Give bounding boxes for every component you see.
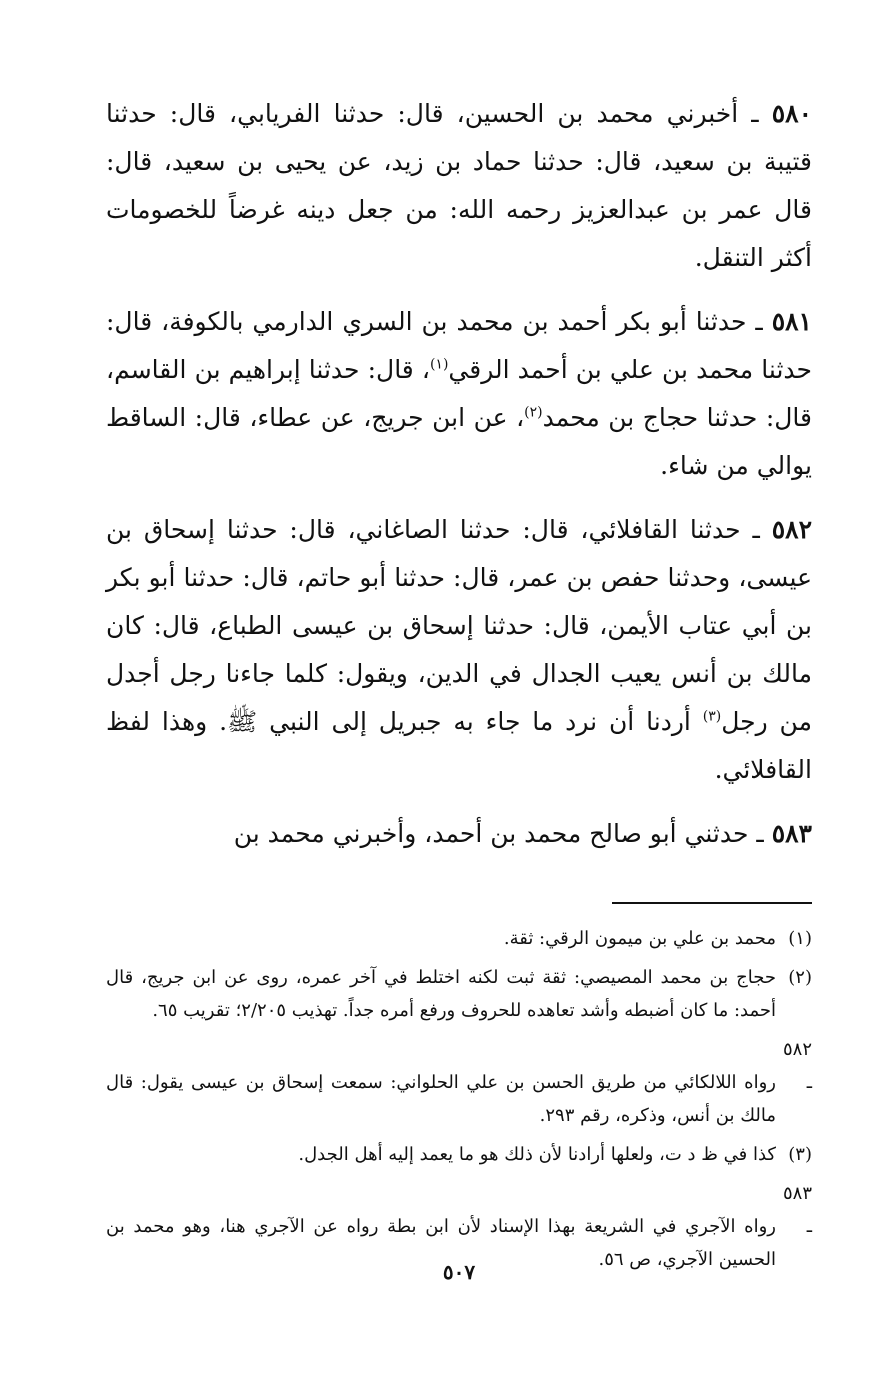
footnote-text: محمد بن علي بن ميمون الرقي: ثقة. [503,928,776,949]
footnote-3 [106,1138,812,1171]
main-text [106,90,812,858]
hadith-number: ٥٨٠ [771,99,813,128]
footnote-label: ٥٨٢ ـ [782,1039,812,1093]
hadith-text: ، قال: حدثنا إبراهيم بن القاسم، قال: حدثنا حجاج بن محمد [106,355,813,432]
book-page [106,90,812,1350]
footnote-separator [612,902,812,904]
hadith-text: ـ حدثنا أبو بكر أحمد بن محمد بن السري الدارمي بالكوفة، قال: حدثنا محمد بن علي بن أحمد الرقي [106,307,812,384]
footnote-text: رواه اللالكائي من طريق الحسن بن علي الحلواني: سمعت إسحاق بن عيسى يقول: قال مالك بن أنس، وذكره، رقم ٢٩٣. [106,1072,776,1126]
footnote-2 [106,961,812,1027]
footnote-label: (١) [788,928,812,949]
footnote-text: كذا في ظ د ت، ولعلها أرادنا لأن ذلك هو ما يعمد إليه أهل الجدل. [298,1144,776,1165]
hadith-text: ـ حدثني أبو صالح محمد بن أحمد، وأخبرني محمد بن [233,819,764,848]
footnote-1 [106,922,812,955]
hadith-text: ، عن ابن جريج، عن عطاء، قال: الساقط يوالي من شاء. [106,403,812,480]
footnote-label: ٥٨٣ ـ [782,1183,812,1237]
footnotes-section [106,922,812,1276]
footnote-text: حجاج بن محمد المصيصي: ثقة ثبت لكنه اختلط في آخر عمره، روى عن ابن جريج، قال أحمد: ما كان أضبطه وأشد تعاهده للحروف ورفع أمره جداً. تهذيب ٢/٢٠٥؛ تقريب ٦٥. [106,967,776,1021]
hadith-text: أردنا أن نرد ما جاء به جبريل إلى النبي ﷺ. وهذا لفظ القافلائي. [106,707,812,784]
hadith-paragraph-581 [106,298,812,490]
hadith-number: ٥٨٣ [771,819,812,848]
hadith-paragraph-580 [106,90,812,282]
hadith-number: ٥٨١ [771,307,812,336]
hadith-text: ـ أخبرني محمد بن الحسين، قال: حدثنا الفريابي، قال: حدثنا قتيبة بن سعيد، قال: حدثنا حماد بن زيد، عن يحيى بن سعيد، قال: قال عمر بن عبدالعزيز رحمه الله: من جعل دينه غرضاً للخصومات أكثر التنقل. [106,99,812,272]
footnote-ref[interactable]: (٢) [524,404,543,421]
footnote-582 [106,1033,812,1132]
footnote-label: (٣) [788,1144,812,1165]
hadith-number: ٥٨٢ [771,515,813,544]
footnote-ref[interactable]: (٣) [702,708,722,725]
page-number: ٥٠٧ [442,1260,476,1284]
footnote-label: (٢) [788,967,812,988]
footnote-ref[interactable]: (١) [429,356,449,373]
hadith-paragraph-582 [106,506,812,794]
footnote-text: رواه الآجري في الشريعة بهذا الإسناد لأن ابن بطة رواه عن الآجري هنا، وهو محمد بن الحسين الآجري، ص ٥٦. [106,1216,776,1270]
hadith-text: ـ حدثنا القافلائي، قال: حدثنا الصاغاني، قال: حدثنا إسحاق بن عيسى، وحدثنا حفص بن عمر، قال: حدثنا أبو حاتم، قال: حدثنا أبو بكر بن أبي عتاب الأيمن، قال: حدثنا إسحاق بن عيسى الطباع، قال: كان مالك بن أنس يعيب الجدال في الدين، ويقول: كلما جاءنا رجل أجدل من رجل [106,515,812,736]
hadith-paragraph-583 [106,810,812,858]
